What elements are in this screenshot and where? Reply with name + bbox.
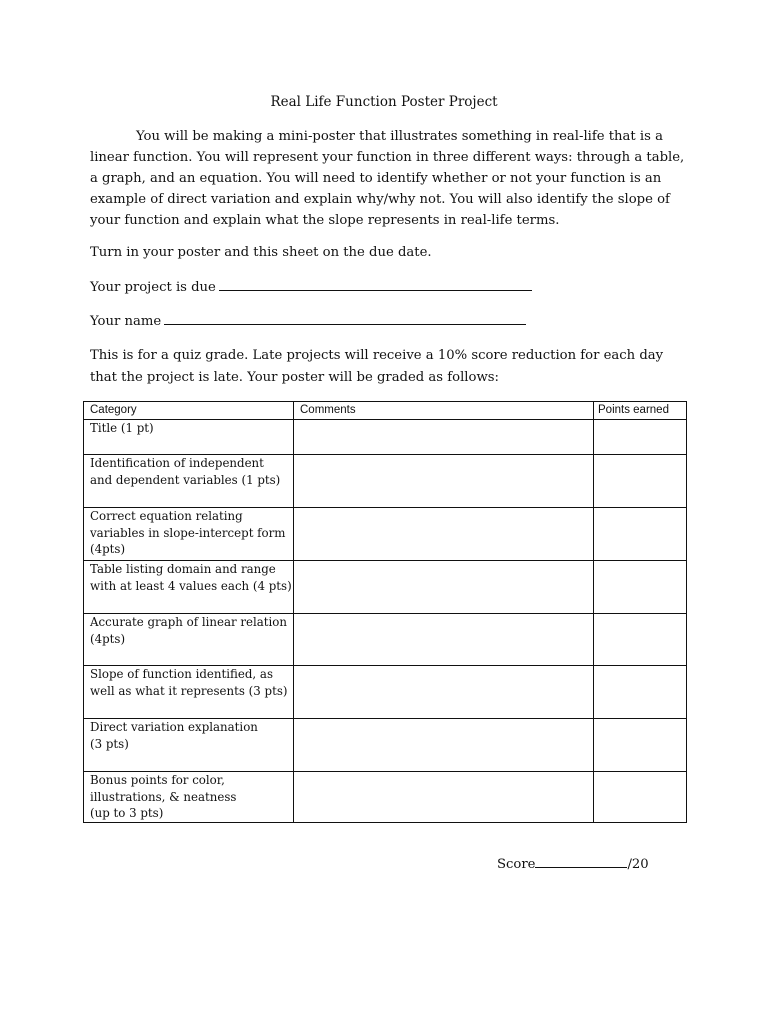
category-cell: Identification of independent and dependent variables (1 pts) xyxy=(84,455,294,508)
name-label: Your name xyxy=(90,314,162,329)
header-comments: Comments xyxy=(294,402,594,420)
header-points-earned: Points earned xyxy=(594,402,687,420)
category-cell: Bonus points for color, illustrations, & neatness (up to 3 pts) xyxy=(84,772,294,823)
comments-cell[interactable] xyxy=(294,420,594,455)
points-cell[interactable] xyxy=(594,420,687,455)
points-cell[interactable] xyxy=(594,772,687,823)
points-cell[interactable] xyxy=(594,455,687,508)
category-cell: Direct variation explanation (3 pts) xyxy=(84,719,294,772)
due-date-line xyxy=(90,280,532,295)
score-blank[interactable] xyxy=(535,866,627,868)
comments-cell[interactable] xyxy=(294,719,594,772)
comments-cell[interactable] xyxy=(294,772,594,823)
header-category: Category xyxy=(84,402,294,420)
table-row xyxy=(84,561,687,614)
points-cell[interactable] xyxy=(594,561,687,614)
points-cell[interactable] xyxy=(594,666,687,719)
comments-cell[interactable] xyxy=(294,614,594,666)
grading-note: This is for a quiz grade. Late projects will receive a 10% score reduction for each day that the project is late. Your poster will be graded as follows: xyxy=(90,348,664,385)
name-line xyxy=(90,314,526,329)
name-blank[interactable] xyxy=(164,323,526,325)
comments-cell[interactable] xyxy=(294,666,594,719)
points-cell[interactable] xyxy=(594,508,687,561)
table-row xyxy=(84,455,687,508)
table-row xyxy=(84,719,687,772)
comments-cell[interactable] xyxy=(294,561,594,614)
comments-cell[interactable] xyxy=(294,508,594,561)
comments-cell[interactable] xyxy=(294,455,594,508)
table-header-row xyxy=(84,402,687,420)
score-total: /20 xyxy=(627,857,649,872)
category-cell: Table listing domain and range with at least 4 values each (4 pts) xyxy=(84,561,294,614)
score-line xyxy=(497,857,649,872)
due-date-blank[interactable] xyxy=(219,289,532,291)
intro-paragraph: You will be making a mini-poster that illustrates something in real-life that is a linear function. You will represent your function in three different ways: through a table, a graph, and an equation. You will need to identify whether or not your function is an example of direct variation and explain why/why not. You will also identify the slope of your function and explain what the slope represents in real-life terms. xyxy=(90,129,685,228)
table-row xyxy=(84,772,687,823)
table-row xyxy=(84,420,687,455)
category-cell: Title (1 pt) xyxy=(84,420,294,455)
score-label: Score xyxy=(497,857,536,872)
page-title: Real Life Function Poster Project xyxy=(270,94,498,110)
points-cell[interactable] xyxy=(594,719,687,772)
turn-in-instruction: Turn in your poster and this sheet on the due date. xyxy=(90,245,432,260)
table-row xyxy=(84,508,687,561)
points-cell[interactable] xyxy=(594,614,687,666)
due-date-label: Your project is due xyxy=(90,280,216,295)
category-cell: Slope of function identified, as well as what it represents (3 pts) xyxy=(84,666,294,719)
category-cell: Correct equation relating variables in slope-intercept form (4pts) xyxy=(84,508,294,561)
table-row xyxy=(84,666,687,719)
category-cell: Accurate graph of linear relation (4pts) xyxy=(84,614,294,666)
table-row xyxy=(84,614,687,666)
rubric-table xyxy=(83,401,687,823)
